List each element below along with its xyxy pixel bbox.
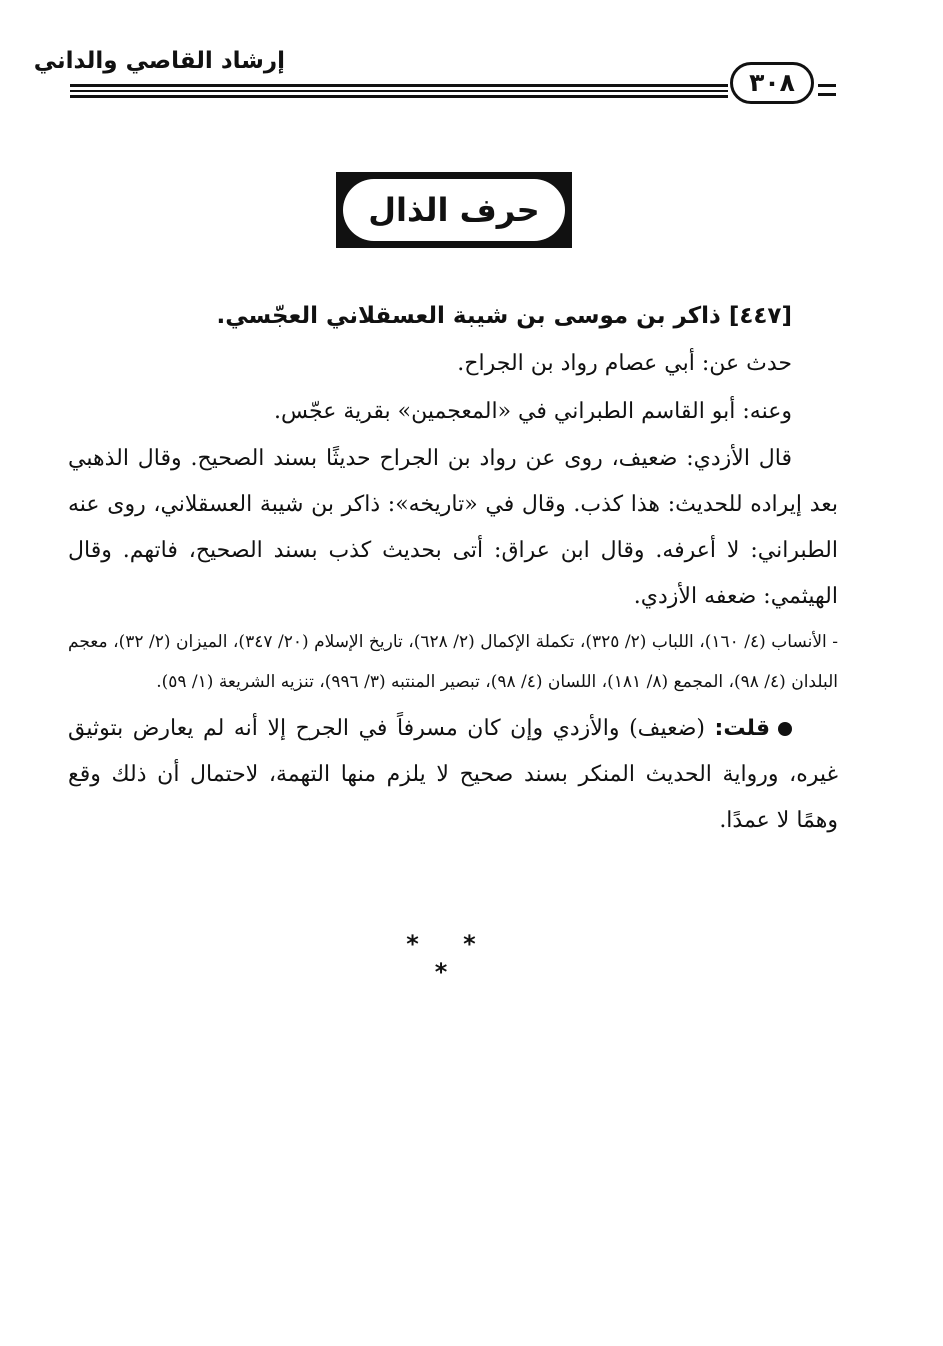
section-heading: حرف الذال [343,179,565,241]
narrated-by: وعنه: أبو القاسم الطبراني في «المعجمين» بقرية عجّس. [274,399,792,424]
header-rule [70,95,728,98]
page-header [0,0,943,110]
running-title: إرشاد القاصي والداني [33,48,285,74]
note-text: (ضعيف) والأزدي وإن كان مسرفاً في الجرح إلا أنه لم يعارض بتوثيق غيره، ورواية الحديث المنكر بسند صحيح لا يلزم منها التهمة، لاحتمال أن ذلك وقع وهمًا لا عمدًا. [68,716,838,833]
page-number: ٣٠٨ [730,62,814,104]
author-note [68,706,838,844]
entry-title: [٤٤٧] ذاكر بن موسى بن شيبة العسقلاني العجّسي. [216,303,792,329]
header-rule [70,84,728,87]
section-heading-frame [336,172,572,248]
page-number-dash [818,84,836,87]
entry-content [68,292,838,844]
page-number-dash [818,93,836,96]
note-label: قلت: [714,716,771,741]
sources-list: - الأنساب (٤/ ١٦٠)، اللباب (٢/ ٣٢٥)، تكملة الإكمال (٢/ ٦٢٨)، تاريخ الإسلام (٢٠/ ٣٤٧)، الميزان (٢/ ٣٢)، معجم البلدان (٤/ ٩٨)، المجمع (٨/ ١٨١)، اللسان (٤/ ٩٨)، تبصير المنتبه (٣/ ٩٩٦)، تنزيه الشريعة (١/ ٥٩). [68,632,838,692]
section-separator: * * * [406,930,494,986]
header-rule [70,90,728,92]
entry-body: قال الأزدي: ضعيف، روى عن رواد بن الجراح حديثًا بسند الصحيح. وقال الذهبي بعد إيراده للحديث: هذا كذب. وقال في «تاريخه»: ذاكر بن شيبة العسقلاني، روى عنه الطبراني: لا أعرفه. وقال ابن عراق: أتى بحديث كذب بسند الصحيح، فاتهم. وقال الهيثمي: ضعفه الأزدي. [68,446,838,609]
narrated-from: حدث عن: أبي عصام رواد بن الجراح. [457,351,792,376]
bullet-icon [778,722,792,736]
